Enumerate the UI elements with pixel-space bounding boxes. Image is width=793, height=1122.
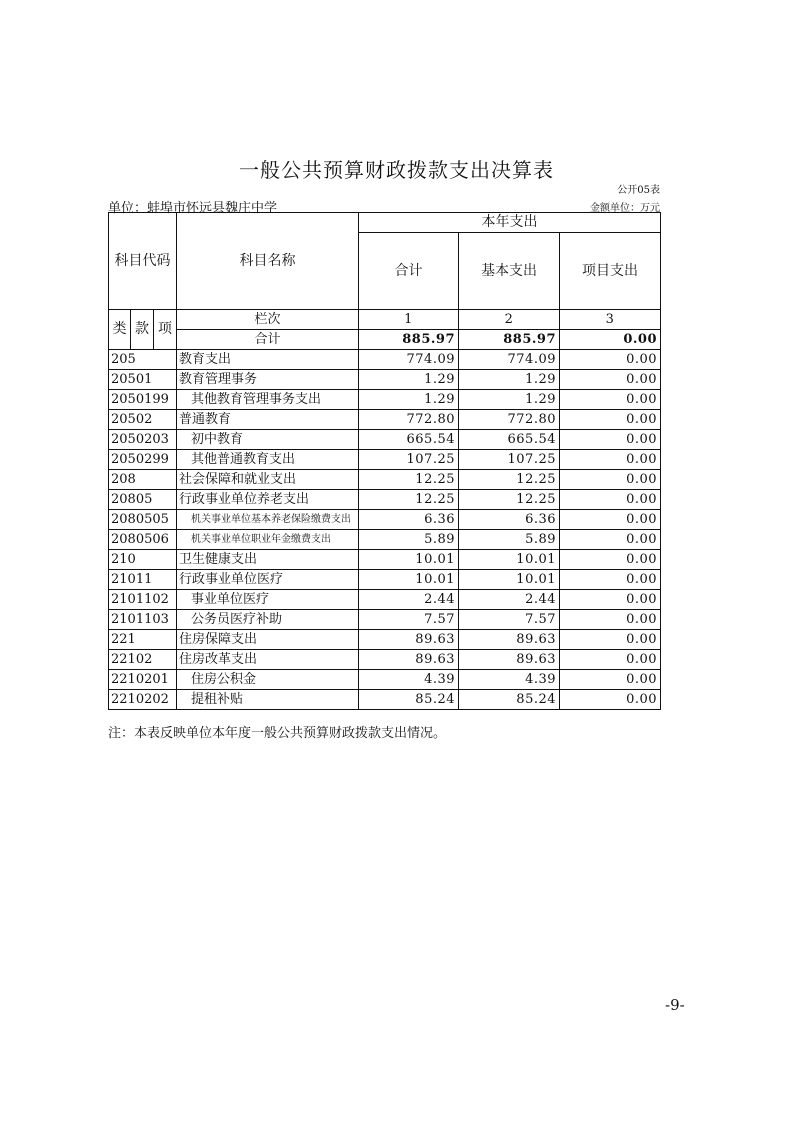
- sum-total: 885.97: [359, 330, 459, 350]
- row-name: 初中教育: [177, 430, 359, 450]
- column-number-1: 1: [359, 310, 459, 330]
- row-project: 0.00: [560, 510, 661, 530]
- row-name: 住房改革支出: [177, 650, 359, 670]
- header-total: 合计: [359, 233, 459, 310]
- header-row-1: [109, 213, 661, 233]
- row-basic: 772.80: [459, 410, 560, 430]
- row-total: 12.25: [359, 490, 459, 510]
- header-kuan: 款: [131, 310, 154, 350]
- row-code: 2101103: [109, 610, 177, 630]
- row-total: 10.01: [359, 550, 459, 570]
- sum-project: 0.00: [560, 330, 661, 350]
- row-total: 5.89: [359, 530, 459, 550]
- row-basic: 85.24: [459, 690, 560, 710]
- row-project: 0.00: [560, 690, 661, 710]
- row-code: 2210201: [109, 670, 177, 690]
- row-total: 85.24: [359, 690, 459, 710]
- amount-unit: 金额单位：万元: [590, 203, 660, 214]
- table-row: [109, 610, 661, 630]
- sum-row: [109, 330, 661, 350]
- table-row: [109, 490, 661, 510]
- sum-label: 合计: [177, 330, 359, 350]
- row-code: 221: [109, 630, 177, 650]
- row-basic: 1.29: [459, 390, 560, 410]
- table-row: [109, 590, 661, 610]
- row-name: 提租补贴: [177, 690, 359, 710]
- table-note: 注：本表反映单位本年度一般公共预算财政拨款支出情况。: [108, 726, 447, 741]
- table-row: [109, 650, 661, 670]
- table-row: [109, 370, 661, 390]
- row-total: 774.09: [359, 350, 459, 370]
- row-project: 0.00: [560, 370, 661, 390]
- row-basic: 1.29: [459, 370, 560, 390]
- row-code: 2101102: [109, 590, 177, 610]
- row-project: 0.00: [560, 570, 661, 590]
- row-basic: 5.89: [459, 530, 560, 550]
- column-number-2: 2: [459, 310, 560, 330]
- row-code: 2080506: [109, 530, 177, 550]
- row-total: 2.44: [359, 590, 459, 610]
- row-basic: 12.25: [459, 470, 560, 490]
- table-row: [109, 350, 661, 370]
- header-project: 项目支出: [560, 233, 661, 310]
- row-total: 10.01: [359, 570, 459, 590]
- row-basic: 12.25: [459, 490, 560, 510]
- page-title: 一般公共预算财政拨款支出决算表: [239, 158, 554, 182]
- row-name: 机关事业单位基本养老保险缴费支出: [177, 510, 359, 530]
- row-basic: 4.39: [459, 670, 560, 690]
- table-row: [109, 550, 661, 570]
- header-code: 科目代码: [109, 213, 177, 310]
- header-name: 科目名称: [177, 213, 359, 310]
- row-name: 卫生健康支出: [177, 550, 359, 570]
- row-basic: 7.57: [459, 610, 560, 630]
- row-basic: 665.54: [459, 430, 560, 450]
- row-total: 7.57: [359, 610, 459, 630]
- row-code: 2210202: [109, 690, 177, 710]
- row-code: 2080505: [109, 510, 177, 530]
- header-current-year: 本年支出: [359, 213, 661, 233]
- row-code: 2050299: [109, 450, 177, 470]
- row-project: 0.00: [560, 430, 661, 450]
- table-row: [109, 390, 661, 410]
- row-basic: 2.44: [459, 590, 560, 610]
- reporting-unit: 单位：蚌埠市怀远县魏庄中学: [108, 201, 278, 216]
- row-name: 普通教育: [177, 410, 359, 430]
- row-project: 0.00: [560, 550, 661, 570]
- row-total: 6.36: [359, 510, 459, 530]
- row-total: 772.80: [359, 410, 459, 430]
- row-total: 107.25: [359, 450, 459, 470]
- row-total: 1.29: [359, 390, 459, 410]
- row-name: 事业单位医疗: [177, 590, 359, 610]
- header-basic: 基本支出: [459, 233, 560, 310]
- table-row: [109, 410, 661, 430]
- row-basic: 10.01: [459, 570, 560, 590]
- row-name: 教育管理事务: [177, 370, 359, 390]
- table-row: [109, 690, 661, 710]
- row-total: 89.63: [359, 650, 459, 670]
- column-number-3: 3: [560, 310, 661, 330]
- table-row: [109, 570, 661, 590]
- row-name: 社会保障和就业支出: [177, 470, 359, 490]
- page-number: -9-: [665, 996, 685, 1014]
- row-code: 22102: [109, 650, 177, 670]
- table-row: [109, 510, 661, 530]
- row-project: 0.00: [560, 450, 661, 470]
- row-name: 行政事业单位养老支出: [177, 490, 359, 510]
- row-project: 0.00: [560, 490, 661, 510]
- row-project: 0.00: [560, 530, 661, 550]
- table-row: [109, 450, 661, 470]
- row-total: 4.39: [359, 670, 459, 690]
- row-code: 20501: [109, 370, 177, 390]
- row-total: 89.63: [359, 630, 459, 650]
- row-total: 1.29: [359, 370, 459, 390]
- row-basic: 89.63: [459, 650, 560, 670]
- column-number-row: [109, 310, 661, 330]
- row-name: 教育支出: [177, 350, 359, 370]
- row-name: 其他教育管理事务支出: [177, 390, 359, 410]
- table-row: [109, 670, 661, 690]
- table-row: [109, 470, 661, 490]
- row-name: 机关事业单位职业年金缴费支出: [177, 530, 359, 550]
- row-name: 行政事业单位医疗: [177, 570, 359, 590]
- row-basic: 107.25: [459, 450, 560, 470]
- row-project: 0.00: [560, 630, 661, 650]
- row-name: 公务员医疗补助: [177, 610, 359, 630]
- column-number-label: 栏次: [177, 310, 359, 330]
- form-number: 公开05表: [617, 185, 660, 196]
- row-total: 12.25: [359, 470, 459, 490]
- row-total: 665.54: [359, 430, 459, 450]
- header-xiang: 项: [154, 310, 177, 350]
- row-code: 205: [109, 350, 177, 370]
- table-row: [109, 630, 661, 650]
- row-code: 208: [109, 470, 177, 490]
- row-code: 210: [109, 550, 177, 570]
- table-row: [109, 430, 661, 450]
- row-basic: 6.36: [459, 510, 560, 530]
- row-project: 0.00: [560, 350, 661, 370]
- row-code: 21011: [109, 570, 177, 590]
- row-code: 2050203: [109, 430, 177, 450]
- header-lei: 类: [109, 310, 131, 350]
- row-project: 0.00: [560, 610, 661, 630]
- row-project: 0.00: [560, 410, 661, 430]
- row-project: 0.00: [560, 590, 661, 610]
- row-project: 0.00: [560, 650, 661, 670]
- row-basic: 10.01: [459, 550, 560, 570]
- row-name: 住房公积金: [177, 670, 359, 690]
- row-name: 其他普通教育支出: [177, 450, 359, 470]
- table-row: [109, 530, 661, 550]
- row-project: 0.00: [560, 470, 661, 490]
- row-name: 住房保障支出: [177, 630, 359, 650]
- row-basic: 89.63: [459, 630, 560, 650]
- row-basic: 774.09: [459, 350, 560, 370]
- row-code: 20805: [109, 490, 177, 510]
- row-project: 0.00: [560, 670, 661, 690]
- row-code: 2050199: [109, 390, 177, 410]
- sum-basic: 885.97: [459, 330, 560, 350]
- expenditure-table: [108, 212, 661, 710]
- row-project: 0.00: [560, 390, 661, 410]
- row-code: 20502: [109, 410, 177, 430]
